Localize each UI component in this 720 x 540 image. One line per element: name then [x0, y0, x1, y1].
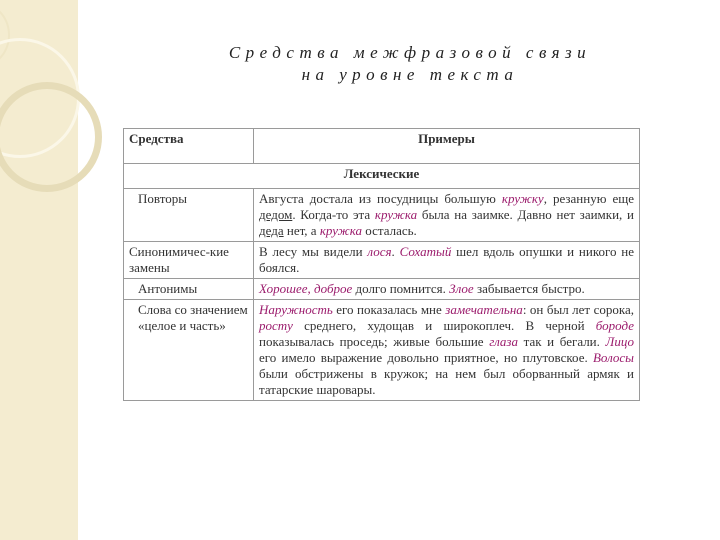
header-examples: Примеры: [254, 129, 640, 164]
example-text: его имело выражение довольно приятное, но плутовское.: [259, 350, 593, 365]
example-text: .: [391, 244, 400, 259]
means-cell: Антонимы: [124, 279, 254, 300]
example-text: . Когда-то эта: [292, 207, 375, 222]
table-header-row: [124, 129, 640, 164]
example-text: так и бегали.: [518, 334, 606, 349]
highlighted-word: Волосы: [592, 350, 634, 365]
table-section-row: [124, 164, 640, 189]
table-row: [124, 300, 640, 401]
underlined-word: деда: [259, 223, 284, 238]
highlighted-word: кружка: [319, 223, 363, 238]
slide-title: [160, 42, 660, 86]
underlined-word: дедом: [259, 207, 293, 222]
highlighted-word: ростy: [259, 318, 293, 333]
highlighted-word: Хорошее, доброе: [259, 281, 353, 296]
example-text: осталась.: [362, 223, 417, 238]
table-row: [124, 189, 640, 242]
examples-table: [123, 128, 640, 401]
decorative-side-strip: [0, 0, 78, 540]
slide-title-line-1: Средства межфразовой связи: [228, 43, 592, 62]
table-row: [124, 279, 640, 300]
example-cell: [254, 189, 640, 242]
example-text: была на заимке. Давно нет заимки, и: [417, 207, 634, 222]
example-text: , резанную еще: [543, 191, 634, 206]
highlighted-word: Сохатый: [399, 244, 452, 259]
highlighted-word: Злое: [449, 281, 474, 296]
example-text: нет, а: [283, 223, 320, 238]
means-cell: Повторы: [124, 189, 254, 242]
highlighted-word: Лицо: [605, 334, 634, 349]
example-text: были обстрижены в кружок; на нем был оборванный армяк и татарские шаровары.: [259, 366, 634, 397]
section-lexical: Лексические: [124, 164, 640, 189]
example-cell: [254, 300, 640, 401]
means-cell: Синонимичес-кие замены: [124, 242, 254, 279]
example-text: забывается быстро.: [473, 281, 585, 296]
example-cell: [254, 279, 640, 300]
header-means: Средства: [124, 129, 254, 164]
highlighted-word: бороде: [595, 318, 634, 333]
example-text: Августа достала из посудницы большую: [259, 191, 502, 206]
highlighted-word: кружку: [501, 191, 544, 206]
highlighted-word: Наружность: [259, 302, 333, 317]
example-text: его показалась мне: [332, 302, 446, 317]
example-text: показывалась проседь; живые большие: [259, 334, 490, 349]
means-cell: Слова со значением «целое и часть»: [124, 300, 254, 401]
highlighted-word: замечательна: [445, 302, 523, 317]
example-text: среднего, худощав и широкоплеч. В черной: [292, 318, 596, 333]
example-cell: [254, 242, 640, 279]
table-row: [124, 242, 640, 279]
example-text: шел вдоль опушки и никого не боялся.: [259, 244, 634, 275]
highlighted-word: глаза: [489, 334, 518, 349]
example-text: В лесу мы видели: [259, 244, 368, 259]
example-text: : он был лет сорока,: [522, 302, 634, 317]
decorative-circle: [0, 82, 102, 192]
highlighted-word: лося: [367, 244, 392, 259]
highlighted-word: кружка: [374, 207, 418, 222]
example-text: долго помнится.: [352, 281, 450, 296]
slide-title-line-2: на уровне текста: [301, 65, 519, 84]
